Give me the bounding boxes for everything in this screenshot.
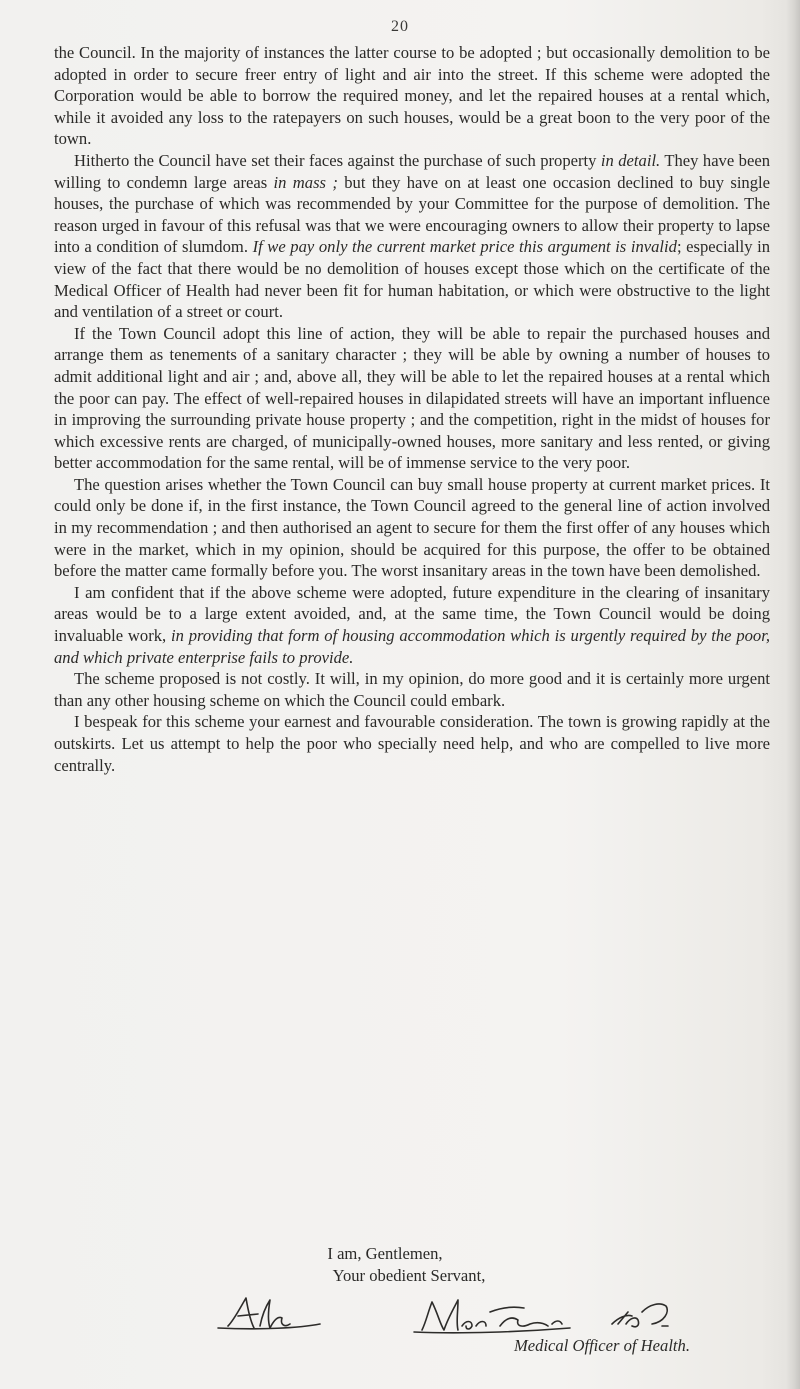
text-run: I bespeak for this scheme your earnest and favourable consideration. The town is growing rapidly at the outskirts. Let us attempt to help the poor who specially need help, and who are compelled to live more centrally. [54, 712, 770, 775]
text-run: They have been willing to condemn large areas [54, 150, 770, 192]
body-paragraph [54, 668, 770, 711]
signatory-title: Medical Officer of Health. [513, 1336, 690, 1355]
italic-phrase: If we pay only the current market price this argument is invalid [252, 237, 677, 257]
italic-phrase: in providing that form of housing accommodation which is urgently required by the poor, and which private enterprise fails to provide. [54, 626, 770, 667]
page-edge-shadow [786, 0, 800, 1389]
valediction: Your obedient Servant, [332, 1265, 486, 1285]
body-paragraph [54, 711, 770, 776]
italic-phrase: in mass ; [273, 172, 338, 192]
text-run: Hitherto the Council have set their faces against the purchase of such property [74, 150, 601, 170]
italic-phrase: in detail. [600, 150, 661, 170]
body-paragraph [54, 42, 770, 150]
body-paragraph [54, 323, 770, 474]
text-run: The question arises whether the Town Council can buy small house property at current market prices. It could only be done if, in the first instance, the Town Council agreed to the general line of action involved in my recommendation ; and then authorised an agent to secure for them the first offer of any houses which were in the market, which in my opinion, should be acquired for this purpose, the offer to be obtained before the matter came formally before you. The worst insanitary areas in the town have been demolished. [54, 474, 770, 581]
text-run: the Council. In the majority of instances the latter course to be adopted ; but occasionally demolition to be adopted in order to secure freer entry of light and air into the street. If this scheme were adopted the Corporation would be able to borrow the required money, and let the repaired houses at a rental which, while it avoided any loss to the ratepayers on such houses, would be a great boon to the very poor of the town. [54, 43, 770, 149]
body-paragraph [54, 582, 770, 668]
letter-closing [0, 1243, 800, 1286]
salutation: I am, Gentlemen, [327, 1244, 443, 1263]
body-paragraph [54, 150, 770, 323]
text-run: The scheme proposed is not costly. It will, in my opinion, do more good and it is certainly more urgent than any other housing scheme on which the Council could embark. [54, 669, 770, 710]
page-number: 20 [391, 18, 409, 35]
text-run: but they have on at least one occasion declined to buy single houses, the purchase of which was recommended by your Committee for the purpose of demolition. The reason urged in favour of this refusal was that we were encouraging owners to allow their property to lapse into a condition of slumdom. [54, 172, 770, 257]
text-run: ; especially in view of the fact that there would be no demolition of houses except those which on the certificate of the Medical Officer of Health had never been fit for human habitation, or which were obstructive to the light and ventilation of a street or court. [54, 237, 770, 322]
handwritten-signature [200, 1290, 800, 1338]
text-run: If the Town Council adopt this line of action, they will be able to repair the purchased houses and arrange them as tenements of a sanitary character ; they will be able by owning a number of houses to admit additional light and air ; and, above all, they will be able to let the repaired houses at a rental which the poor can pay. The effect of well-repaired houses in dilapidated streets will have an important influence in improving the surrounding private house property ; and the competition, right in the midst of houses for which excessive rents are charged, of municipally-owned houses, more sanitary and less rented, or giving better accommodation for the same rental, will be of immense service to the very poor. [54, 323, 770, 473]
report-body [54, 42, 770, 776]
body-paragraph [54, 474, 770, 582]
text-run: I am confident that if the above scheme were adopted, future expenditure in the clearing of insanitary areas would be to a large extent avoided, and, at the same time, the Town Council would be doing invaluable work, [54, 582, 770, 646]
